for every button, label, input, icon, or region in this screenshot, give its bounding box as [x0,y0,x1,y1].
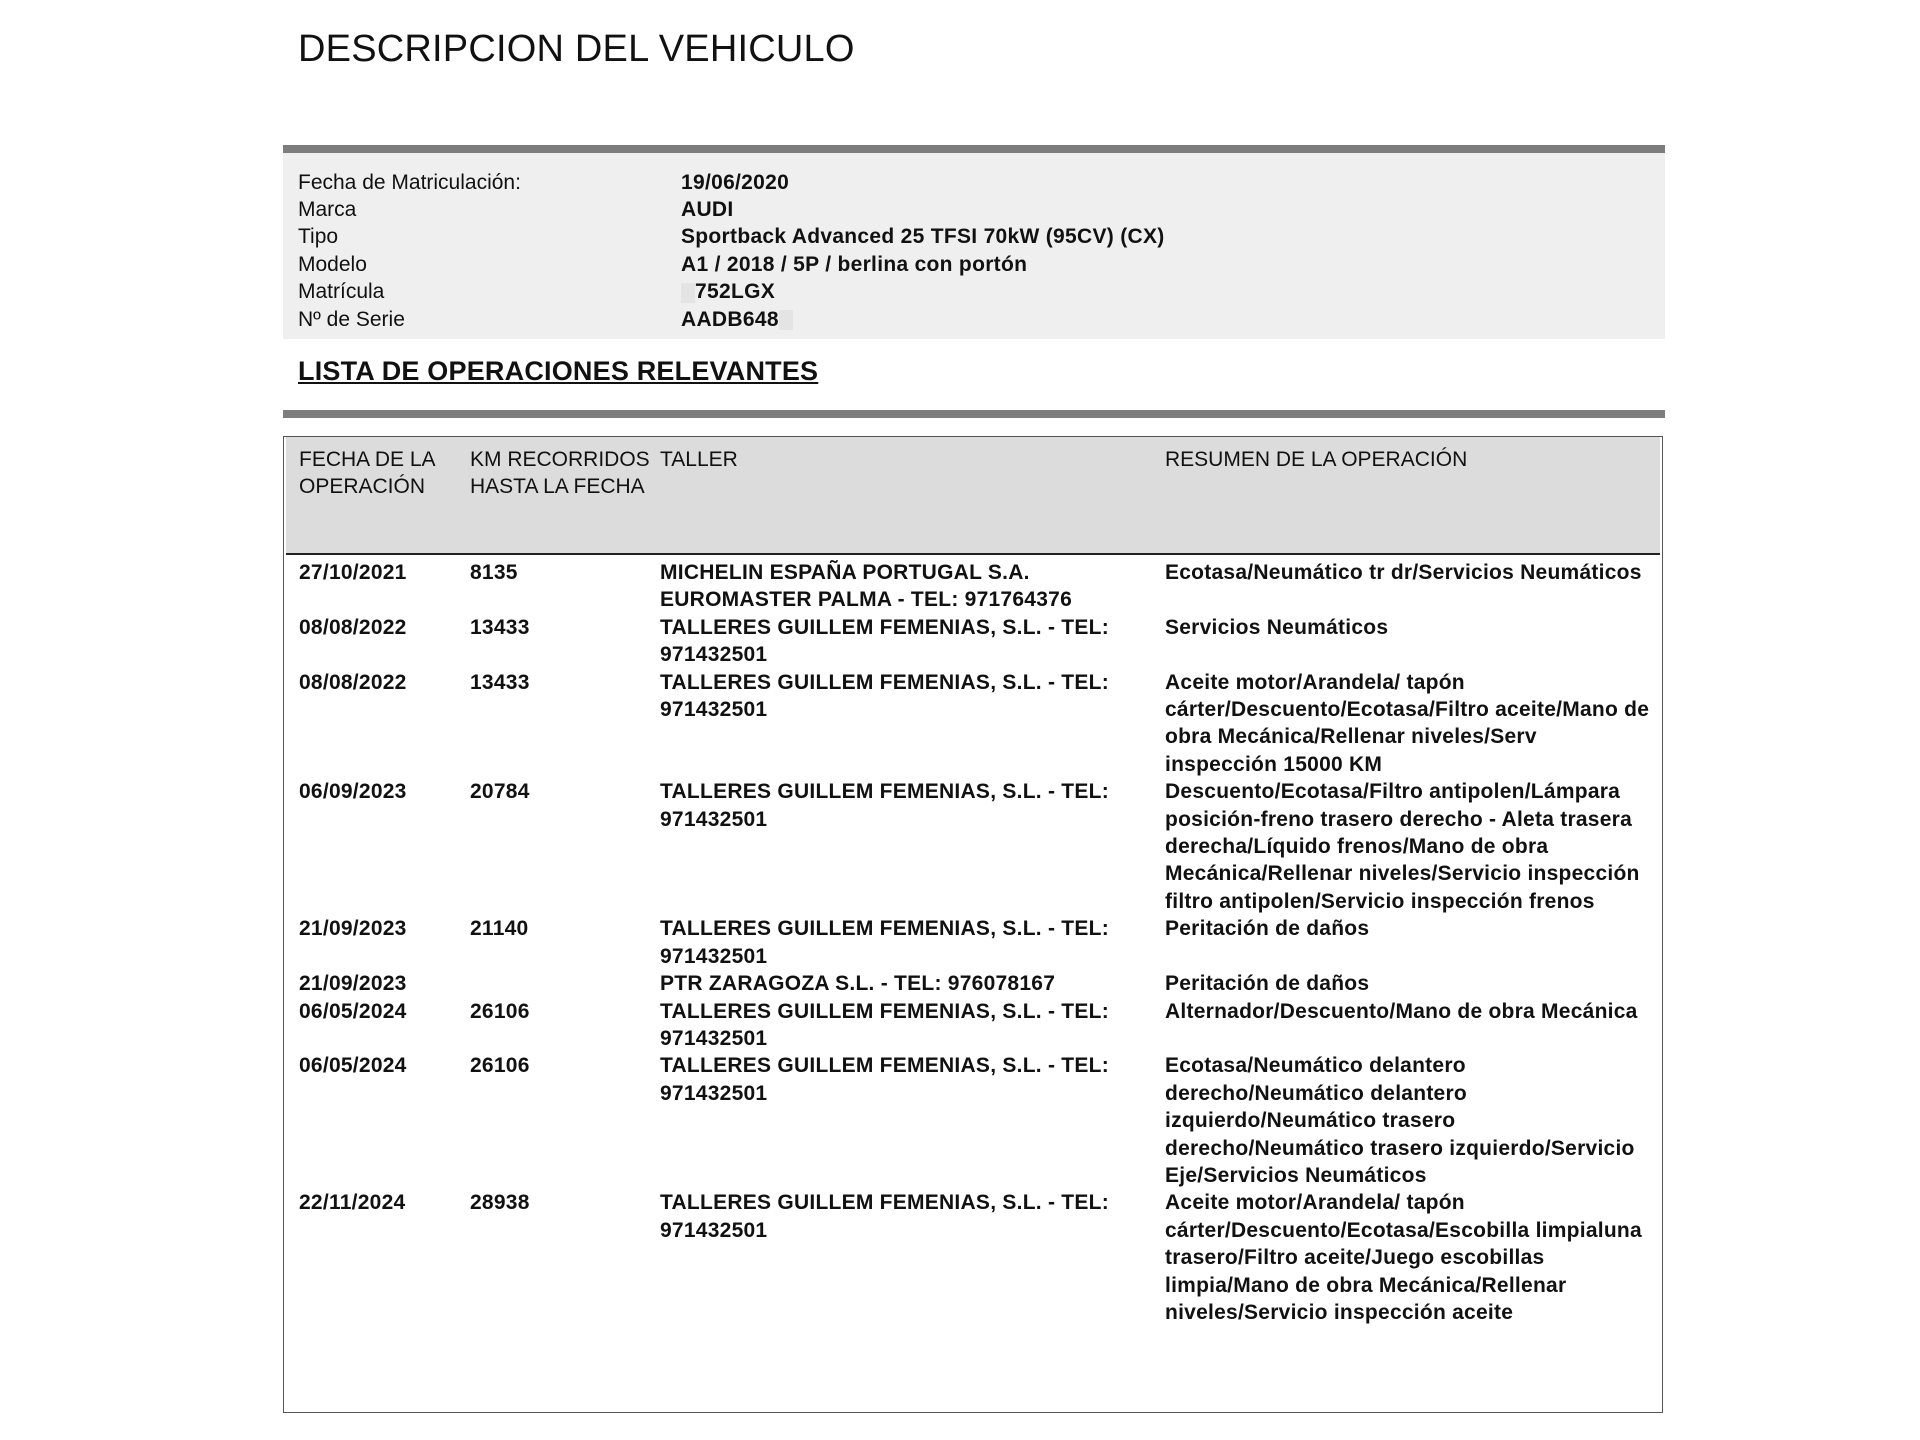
operations-section-title: LISTA DE OPERACIONES RELEVANTES [298,356,819,386]
operations-table [283,436,1663,1413]
vehicle-description-box [283,145,1665,339]
cell-fecha: 21/09/2023 [299,917,407,941]
cell-km: 21140 [470,917,529,941]
header-taller: TALLER [660,448,738,471]
table-row [286,778,1660,915]
vehicle-row-plate [283,279,1665,306]
cell-taller: TALLERES GUILLEM FEMENIAS, S.L. - TEL: 971432501 [660,999,1109,1050]
registration-date-value: 19/06/2020 [681,170,790,194]
operations-table-header [286,437,1660,555]
header-fecha: FECHA DE LA OPERACIÓN [299,448,435,499]
cell-fecha: 22/11/2024 [299,1191,406,1215]
serial-value: AADB648 [681,307,779,331]
registration-date-label: Fecha de Matriculación: [298,170,521,194]
cell-taller: MICHELIN ESPAÑA PORTUGAL S.A. EUROMASTER PALMA - TEL: 971764376 [660,561,1073,612]
cell-km: 26106 [470,1054,530,1078]
cell-taller: TALLERES GUILLEM FEMENIAS, S.L. - TEL: 971432501 [660,670,1109,722]
cell-resumen: Descuento/Ecotasa/Filtro antipolen/Lámpara posición-freno trasero derecho - Aleta trasera derecha/Líquido frenos/Mano de obra Mecánica/Rellenar niveles/Servicio inspección filtro antipolen/Servicio inspección frenos [1165,780,1640,913]
cell-resumen: Alternador/Descuento/Mano de obra Mecánica [1165,999,1638,1023]
cell-resumen: Peritación de daños [1165,972,1370,996]
brand-value: AUDI [681,198,734,222]
table-row [286,669,1660,779]
cell-taller: TALLERES GUILLEM FEMENIAS, S.L. - TEL: 971432501 [660,1191,1109,1242]
table-row [286,998,1660,1053]
redaction-block [681,283,695,303]
cell-fecha: 08/08/2022 [299,670,407,694]
vehicle-row-model [283,251,1665,278]
cell-resumen: Ecotasa/Neumático delantero derecho/Neumático delantero izquierdo/Neumático trasero derecho/Neumático trasero izquierdo/Servicio Eje/Servicios Neumáticos [1165,1054,1635,1187]
cell-fecha: 21/09/2023 [299,972,407,996]
cell-taller: TALLERES GUILLEM FEMENIAS, S.L. - TEL: 971432501 [660,615,1109,667]
plate-value-wrapper [681,280,775,304]
cell-taller: TALLERES GUILLEM FEMENIAS, S.L. - TEL: 971432501 [660,917,1109,968]
cell-km: 28938 [470,1191,530,1215]
cell-km: 13433 [470,615,530,639]
cell-fecha: 08/08/2022 [299,615,407,639]
brand-label: Marca [298,198,357,222]
plate-value: 752LGX [695,280,776,304]
header-km: KM RECORRIDOS HASTA LA FECHA [470,446,660,553]
vehicle-row-serial [283,306,1665,333]
table-row [286,915,1660,970]
operations-table-body [284,555,1662,1326]
page-title: DESCRIPCION DEL VEHICULO [298,28,855,70]
plate-label: Matrícula [298,280,385,304]
cell-fecha: 27/10/2021 [299,561,407,584]
serial-value-wrapper [681,308,793,332]
vehicle-row-type [283,224,1665,251]
model-value: A1 / 2018 / 5P / berlina con portón [681,252,1028,276]
cell-resumen: Peritación de daños [1165,917,1370,941]
section-divider [283,410,1665,418]
model-label: Modelo [298,252,367,276]
header-resumen: RESUMEN DE LA OPERACIÓN [1165,448,1468,471]
vehicle-row-brand [283,196,1665,223]
cell-taller: PTR ZARAGOZA S.L. - TEL: 976078167 [660,972,1056,996]
cell-km: 26106 [470,999,530,1023]
cell-resumen: Servicios Neumáticos [1165,615,1389,639]
serial-label: Nº de Serie [298,307,405,331]
cell-km: 8135 [470,561,518,584]
cell-km: 13433 [470,670,530,694]
cell-resumen: Ecotasa/Neumático tr dr/Servicios Neumáticos [1165,561,1642,584]
type-label: Tipo [298,225,339,249]
cell-taller: TALLERES GUILLEM FEMENIAS, S.L. - TEL: 971432501 [660,1054,1109,1105]
cell-fecha: 06/09/2023 [299,780,407,804]
type-value: Sportback Advanced 25 TFSI 70kW (95CV) (CX) [681,225,1165,249]
cell-km [470,970,660,997]
table-row [286,1189,1660,1326]
cell-resumen: Aceite motor/Arandela/ tapón cárter/Descuento/Ecotasa/Filtro aceite/Mano de obra Mecánica/Rellenar niveles/Serv inspección 15000 KM [1165,670,1650,776]
table-row [286,970,1660,997]
table-row [286,559,1660,614]
vehicle-row-registration-date [283,169,1665,196]
table-row [286,614,1660,669]
cell-fecha: 06/05/2024 [299,999,407,1023]
cell-resumen: Aceite motor/Arandela/ tapón cárter/Descuento/Ecotasa/Escobilla limpialuna trasero/Filtro aceite/Juego escobillas limpia/Mano de obra Mecánica/Rellenar niveles/Servicio inspección aceite [1165,1191,1642,1324]
cell-fecha: 06/05/2024 [299,1054,407,1078]
redaction-block [779,310,793,330]
cell-km: 20784 [470,780,530,804]
cell-taller: TALLERES GUILLEM FEMENIAS, S.L. - TEL: 971432501 [660,780,1109,831]
table-row [286,1052,1660,1189]
